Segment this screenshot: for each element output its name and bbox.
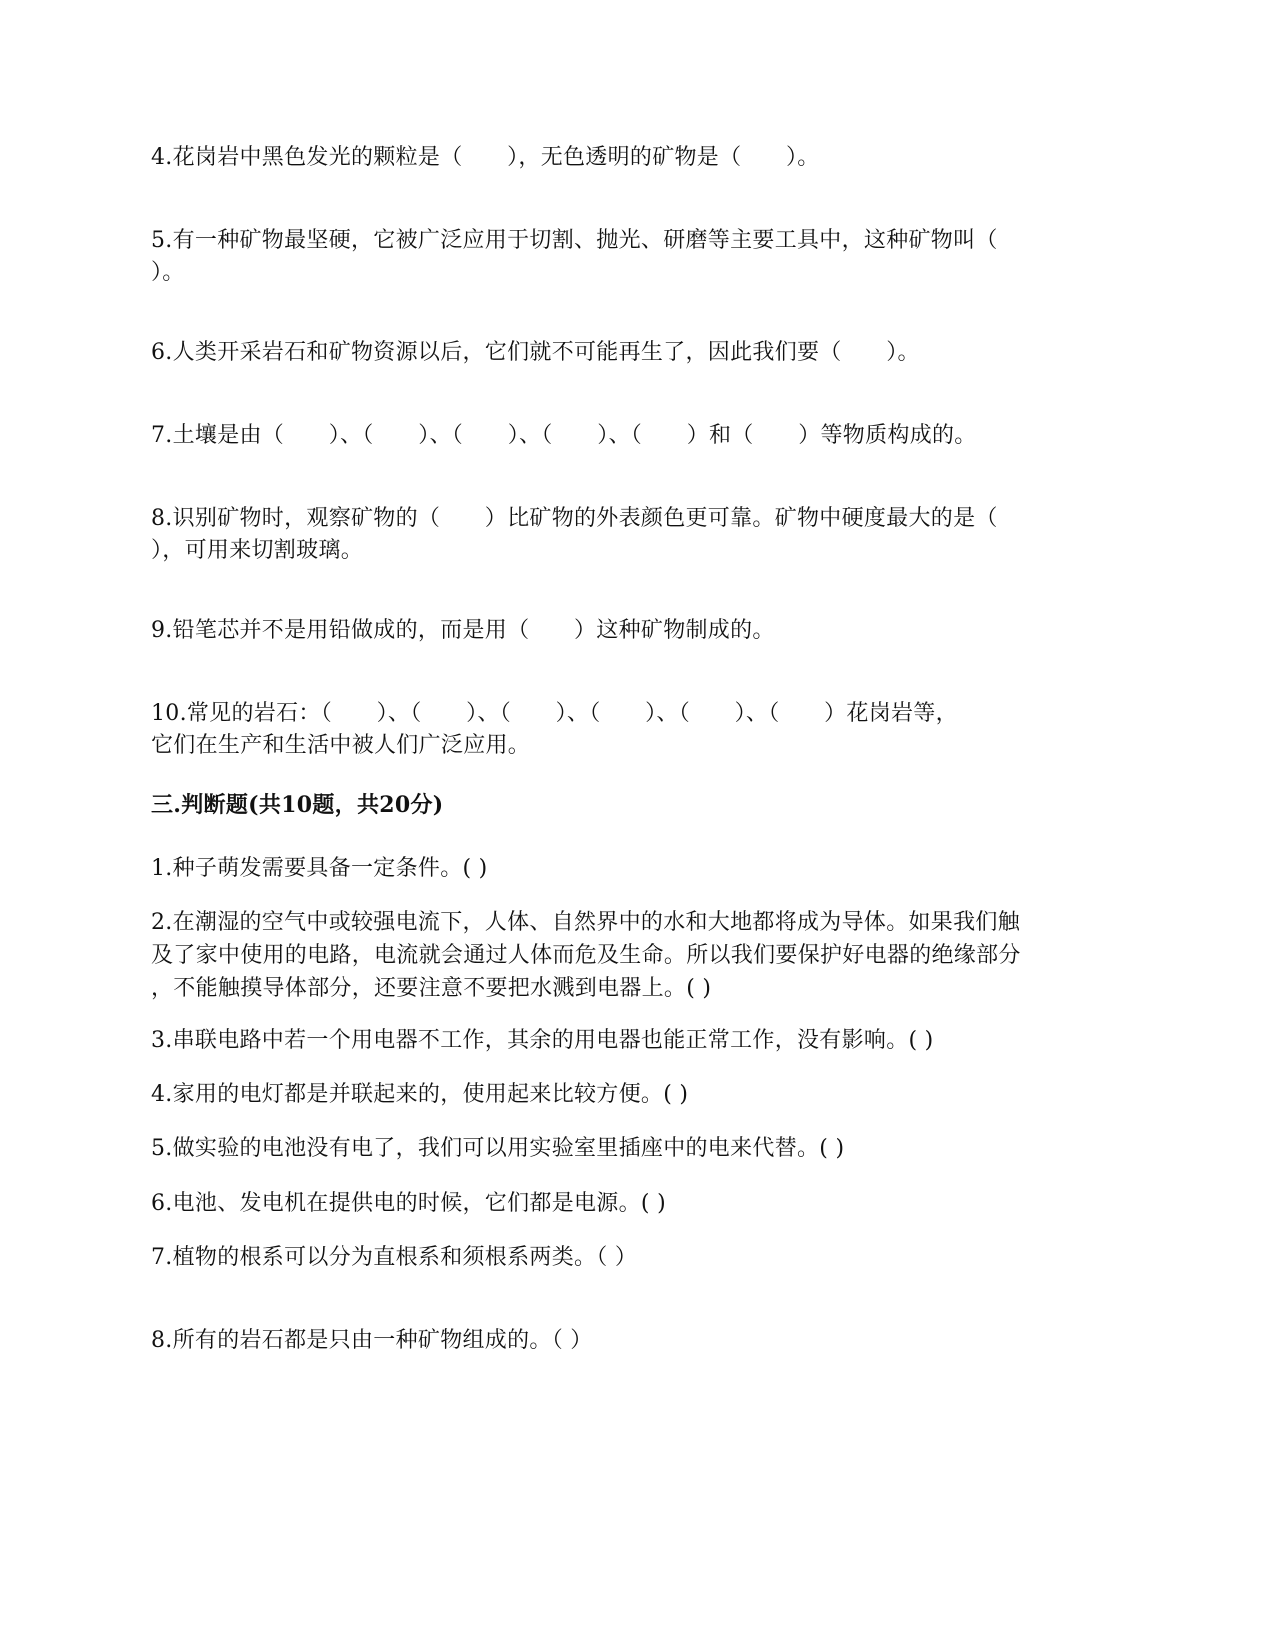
- question-text: 6.电池、发电机在提供电的时候，它们都是电源。( ): [151, 1191, 666, 1216]
- question-text: 它们在生产和生活中被人们广泛应用。: [151, 733, 531, 758]
- question-text: ）。: [151, 260, 185, 285]
- question-text: 10.常见的岩石：（ ）、（ ）、（ ）、（ ）、（ ）、（ ）花岗岩等，: [151, 701, 958, 726]
- question-text: 及了家中使用的电路，电流就会通过人体而危及生命。所以我们要保护好电器的绝缘部分: [151, 943, 1021, 968]
- question-text: ），可用来切割玻璃。: [151, 538, 364, 563]
- question-text: 7.植物的根系可以分为直根系和须根系两类。（ ）: [151, 1245, 638, 1270]
- question-text: 6.人类开采岩石和矿物资源以后，它们就不可能再生了，因此我们要（ ）。: [151, 340, 920, 365]
- question-text: 2.在潮湿的空气中或较强电流下，人体、自然界中的水和大地都将成为导体。如果我们触: [151, 910, 1020, 935]
- question-text: ，不能触摸导体部分，还要注意不要把水溅到电器上。( ): [151, 976, 712, 1001]
- question-text: 8.识别矿物时，观察矿物的（ ）比矿物的外表颜色更可靠。矿物中硬度最大的是（: [151, 506, 998, 531]
- question-text: 3.串联电路中若一个用电器不工作，其余的用电器也能正常工作，没有影响。( ): [151, 1028, 934, 1053]
- question-text: 4.家用的电灯都是并联起来的，使用起来比较方便。( ): [151, 1082, 689, 1107]
- question-text: 4.花岗岩中黑色发光的颗粒是（ ），无色透明的矿物是（ ）。: [151, 145, 820, 170]
- question-text: 1.种子萌发需要具备一定条件。( ): [151, 856, 488, 881]
- section-heading: 三.判断题(共10题，共20分): [151, 792, 444, 818]
- question-text: 7.土壤是由（ ）、（ ）、（ ）、（ ）、（ ）和（ ）等物质构成的。: [151, 423, 977, 448]
- question-text: 8.所有的岩石都是只由一种矿物组成的。（ ）: [151, 1328, 593, 1353]
- question-text: 5.有一种矿物最坚硬，它被广泛应用于切割、抛光、研磨等主要工具中，这种矿物叫（: [151, 228, 998, 253]
- question-text: 9.铅笔芯并不是用铅做成的，而是用（ ）这种矿物制成的。: [151, 618, 775, 643]
- question-text: 5.做实验的电池没有电了，我们可以用实验室里插座中的电来代替。( ): [151, 1136, 845, 1161]
